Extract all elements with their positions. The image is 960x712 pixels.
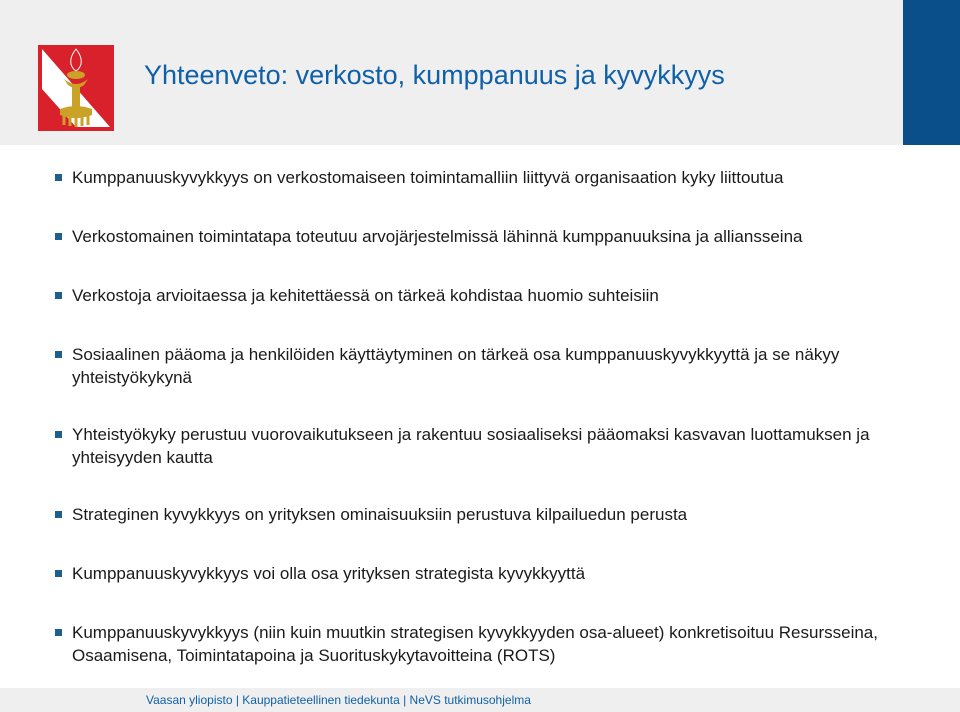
bullet-item	[55, 562, 585, 585]
bullet-text: Verkostomainen toimintatapa toteutuu arvojärjestelmissä lähinnä kumppanuuksina ja alliansseina	[72, 227, 803, 246]
square-bullet-icon	[55, 174, 62, 181]
slide-footer	[0, 688, 960, 712]
bullet-item	[55, 225, 803, 248]
torch-logo-icon	[38, 45, 114, 131]
bullet-item	[55, 503, 687, 526]
bullet-item	[55, 343, 925, 389]
slide-header	[0, 0, 960, 145]
bullet-item	[55, 166, 784, 189]
square-bullet-icon	[55, 570, 62, 577]
bullet-text: Yhteistyökyky perustuu vuorovaikutukseen ja rakentuu sosiaaliseksi pääomaksi kasvavan luottamuksen ja yhteisyyden kautta	[72, 425, 870, 467]
bullet-item	[55, 621, 925, 667]
square-bullet-icon	[55, 233, 62, 240]
square-bullet-icon	[55, 292, 62, 299]
square-bullet-icon	[55, 511, 62, 518]
square-bullet-icon	[55, 431, 62, 438]
bullet-item	[55, 423, 925, 469]
square-bullet-icon	[55, 351, 62, 358]
footer-text: Vaasan yliopisto | Kauppatieteellinen tiedekunta | NeVS tutkimusohjelma	[146, 693, 531, 707]
bullet-item	[55, 284, 659, 307]
accent-bar	[903, 0, 960, 145]
bullet-text: Sosiaalinen pääoma ja henkilöiden käyttäytyminen on tärkeä osa kumppanuuskyvykkyyttä ja se näkyy yhteistyökykynä	[72, 345, 840, 387]
bullet-text: Kumppanuuskyvykkyys voi olla osa yrityksen strategista kyvykkyyttä	[72, 564, 586, 583]
bullet-text: Verkostoja arvioitaessa ja kehitettäessä on tärkeä kohdistaa huomio suhteisiin	[72, 286, 659, 305]
bullet-text: Strateginen kyvykkyys on yrityksen ominaisuuksiin perustuva kilpailuedun perusta	[72, 505, 688, 524]
square-bullet-icon	[55, 629, 62, 636]
bullet-text: Kumppanuuskyvykkyys (niin kuin muutkin strategisen kyvykkyyden osa-alueet) konkretisoituu Resursseina, Osaamisena, Toimintatapoina ja Suorituskykytavoitteina (ROTS)	[72, 623, 878, 665]
slide-title: Yhteenveto: verkosto, kumppanuus ja kyvykkyys	[144, 60, 725, 90]
bullet-text: Kumppanuuskyvykkyys on verkostomaiseen toimintamalliin liittyvä organisaation kyky liittoutua	[72, 168, 784, 187]
